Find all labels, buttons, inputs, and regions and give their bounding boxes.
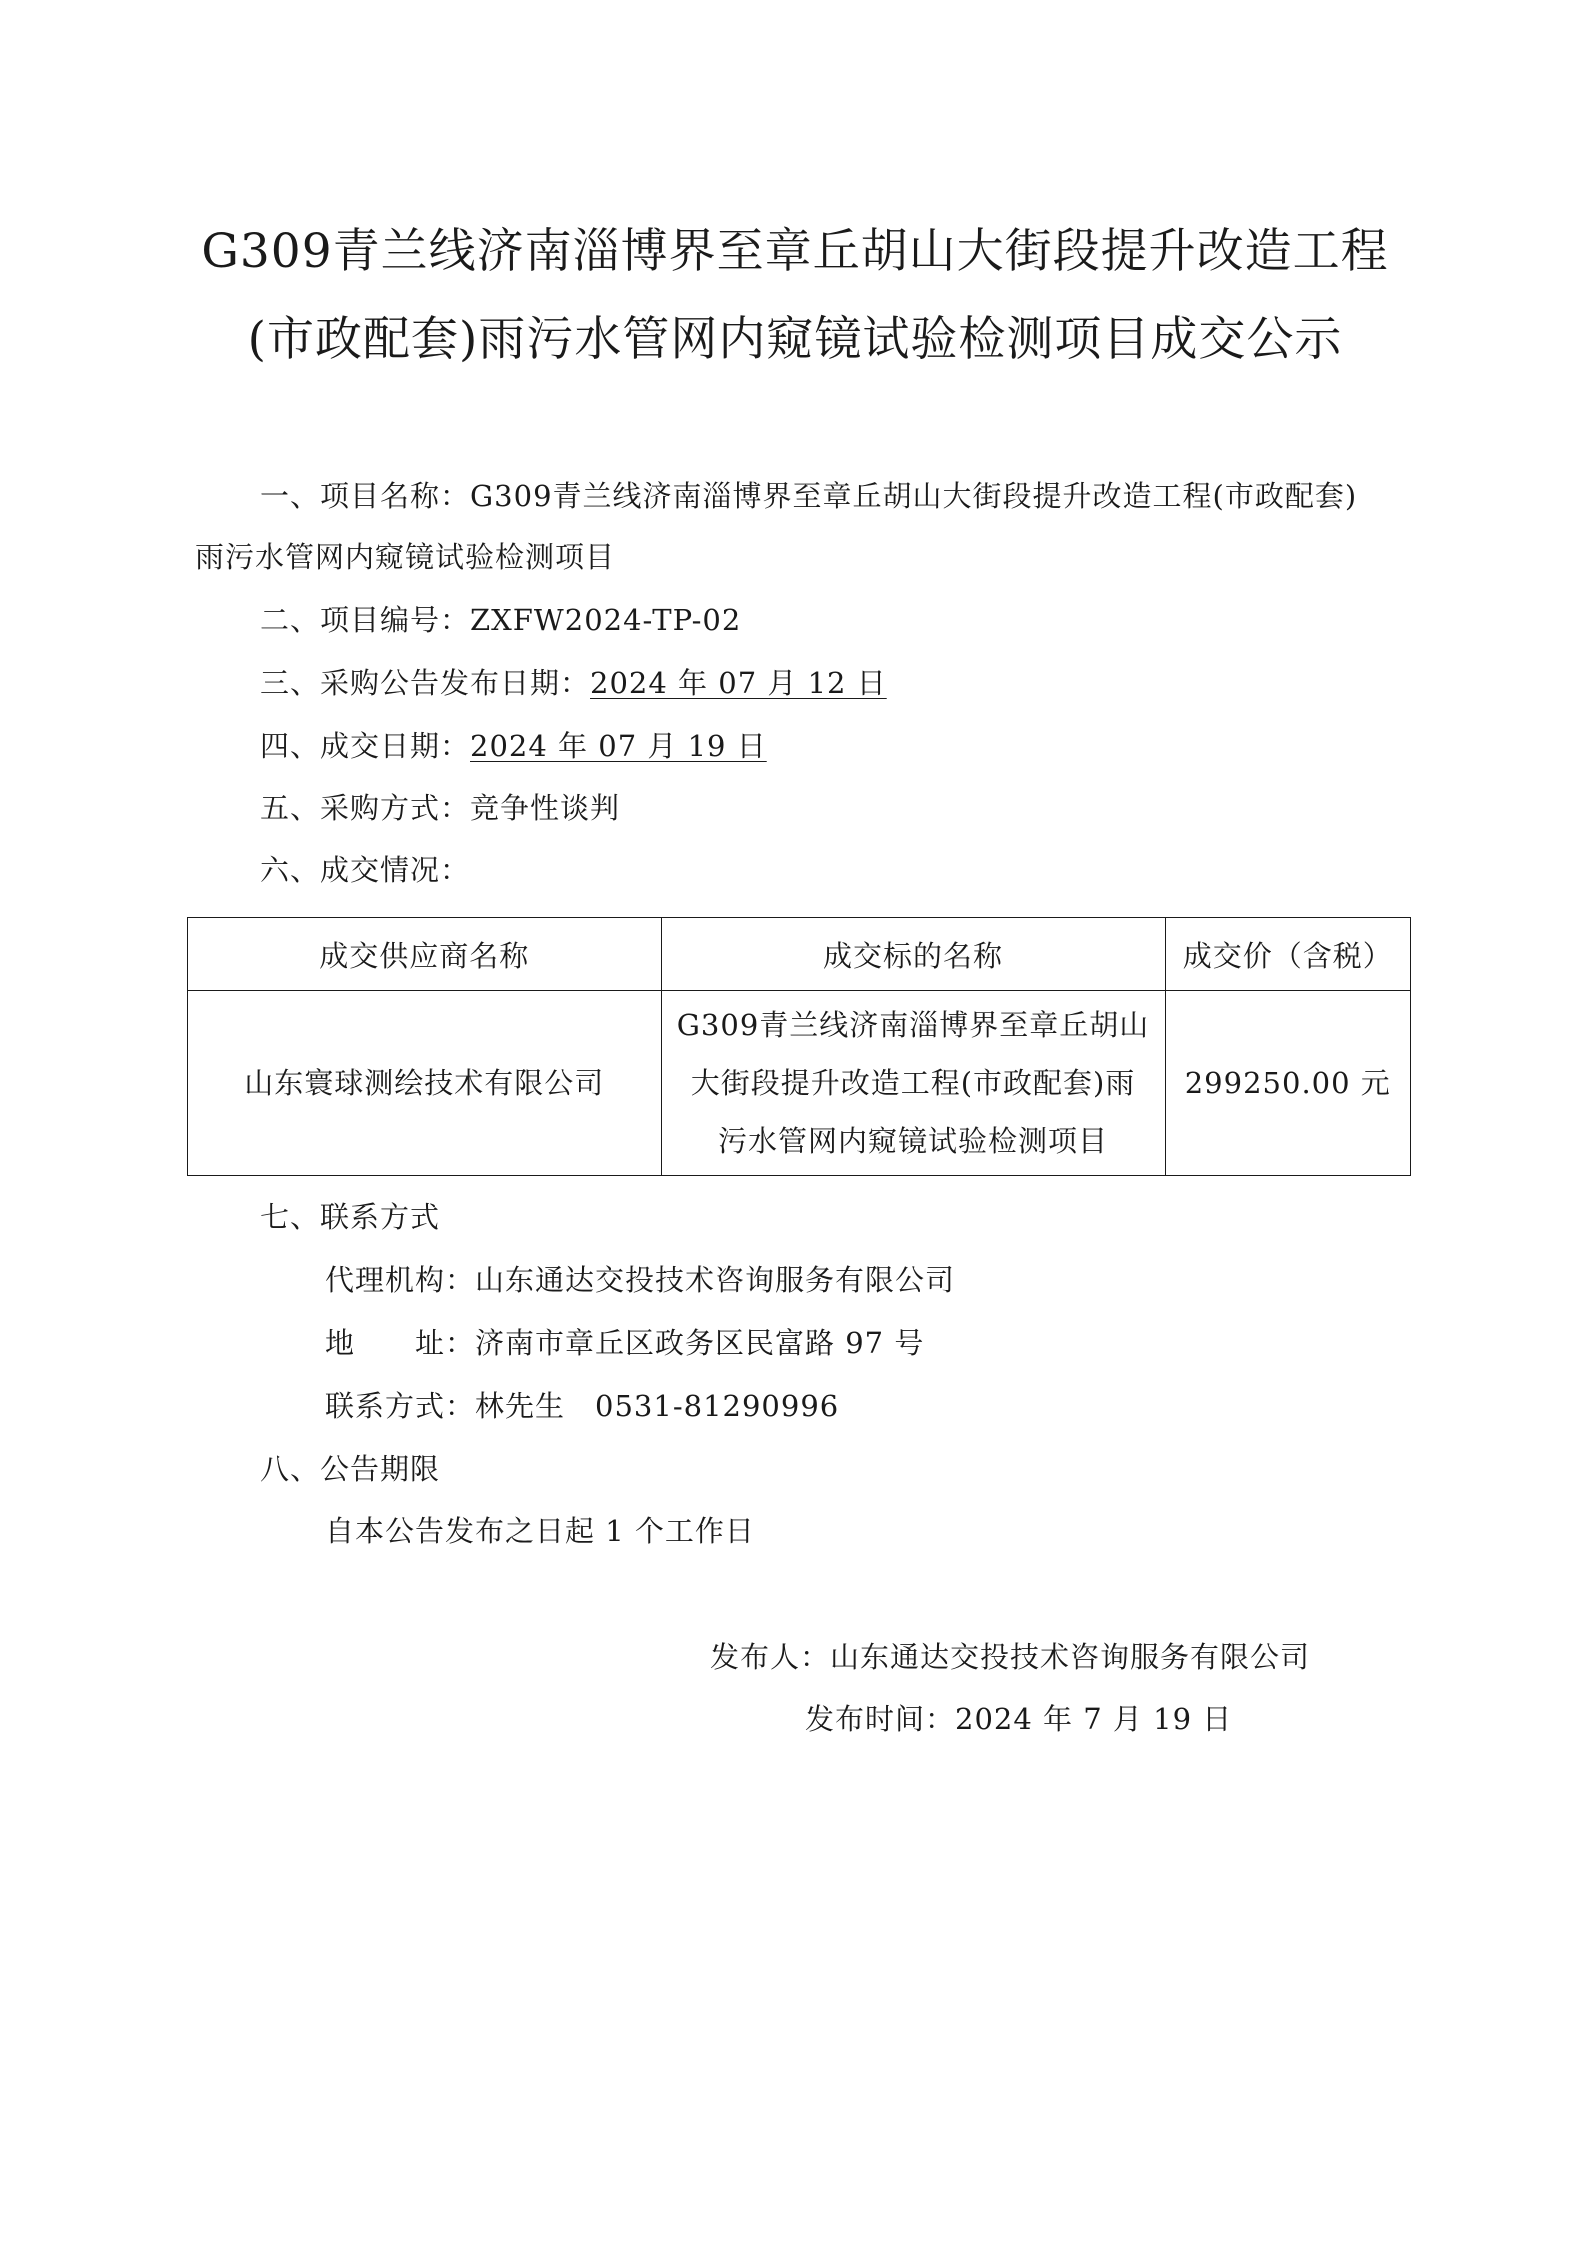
table-row bbox=[188, 991, 1411, 1176]
address-value: 济南市章丘区政务区民富路 97 号 bbox=[475, 1326, 925, 1360]
agency-row bbox=[325, 1260, 955, 1300]
header-supplier: 成交供应商名称 bbox=[188, 918, 662, 991]
cell-subject-line3: 污水管网内窥镜试验检测项目 bbox=[718, 1124, 1109, 1158]
header-subject: 成交标的名称 bbox=[661, 918, 1165, 991]
announce-date-label: 三、采购公告发布日期： bbox=[260, 666, 591, 700]
period-value: 自本公告发布之日起 1 个工作日 bbox=[325, 1514, 755, 1548]
project-name-value-line2: 雨污水管网内窥镜试验检测项目 bbox=[195, 540, 616, 574]
project-name-value-line1: G309青兰线济南淄博界至章丘胡山大街段提升改造工程(市政配套) bbox=[470, 479, 1358, 513]
announce-date-row bbox=[260, 663, 887, 703]
method-row bbox=[260, 788, 620, 828]
phone-row bbox=[325, 1386, 839, 1426]
header-price: 成交价（含税） bbox=[1165, 918, 1410, 991]
phone-label: 联系方式： bbox=[325, 1389, 476, 1423]
project-name-row bbox=[260, 476, 1357, 516]
period-label: 八、公告期限 bbox=[260, 1452, 441, 1486]
deal-date-label: 四、成交日期： bbox=[260, 729, 471, 763]
deal-date-value: 2024 年 07 月 19 日 bbox=[470, 729, 767, 763]
cell-subject-line1: G309青兰线济南淄博界至章丘胡山 bbox=[676, 1008, 1150, 1042]
cell-subject bbox=[661, 991, 1165, 1176]
address-row bbox=[325, 1323, 924, 1363]
cell-supplier: 山东寰球测绘技术有限公司 bbox=[188, 991, 662, 1176]
deal-table bbox=[187, 917, 1411, 1176]
document-title-line1: G309青兰线济南淄博界至章丘胡山大街段提升改造工程 bbox=[201, 224, 1389, 279]
deal-date-row bbox=[260, 726, 767, 766]
project-no-value: ZXFW2024-TP-02 bbox=[470, 603, 742, 637]
project-no-row bbox=[260, 600, 741, 640]
project-no-label: 二、项目编号： bbox=[260, 603, 471, 637]
publish-time: 发布时间：2024 年 7 月 19 日 bbox=[805, 1702, 1233, 1736]
address-label: 地 址： bbox=[325, 1326, 476, 1360]
publisher: 发布人：山东通达交投技术咨询服务有限公司 bbox=[710, 1640, 1311, 1674]
agency-label: 代理机构： bbox=[325, 1263, 476, 1297]
phone-value: 林先生 0531-81290996 bbox=[475, 1389, 840, 1423]
cell-subject-line2: 大街段提升改造工程(市政配套)雨 bbox=[690, 1066, 1136, 1100]
document-title-line2: (市政配套)雨污水管网内窥镜试验检测项目成交公示 bbox=[247, 312, 1343, 367]
deal-info-label: 六、成交情况： bbox=[260, 853, 471, 887]
method-value: 竞争性谈判 bbox=[470, 791, 621, 825]
project-name-label: 一、项目名称： bbox=[260, 479, 471, 513]
table-header-row bbox=[188, 918, 1411, 991]
announce-date-value: 2024 年 07 月 12 日 bbox=[590, 666, 887, 700]
method-label: 五、采购方式： bbox=[260, 791, 471, 825]
agency-value: 山东通达交投技术咨询服务有限公司 bbox=[475, 1263, 956, 1297]
cell-price: 299250.00 元 bbox=[1165, 991, 1410, 1176]
contact-label: 七、联系方式 bbox=[260, 1200, 441, 1234]
